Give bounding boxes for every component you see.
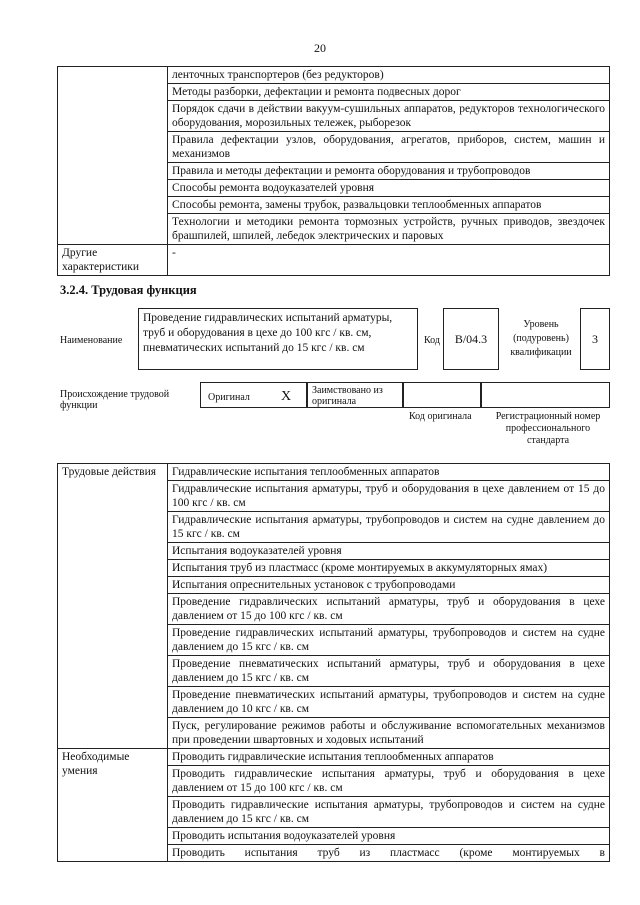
action-item: Испытания труб из пластмасс (кроме монтируемых в аккумуляторных ямах) [168, 560, 610, 577]
code-original-cell [403, 382, 481, 408]
original-cell [200, 382, 307, 408]
action-item: Гидравлические испытания арматуры, труб и оборудования в цехе давлением от 15 до 100 кгс / кв. см [168, 481, 610, 512]
code-label: Код [424, 335, 440, 346]
level-label: Уровень (подуровень) квалификации [510, 319, 572, 358]
knowledge-item: Методы разборки, дефектации и ремонта подвесных дорог [168, 84, 610, 101]
other-value: - [168, 245, 610, 276]
name-label: Наименование [60, 335, 123, 346]
level-value: 3 [580, 308, 610, 370]
code-original-caption: Код оригинала [409, 411, 472, 422]
other-label: Другие характеристики [58, 245, 168, 276]
origin-label: Происхождение трудовой функции [60, 389, 170, 411]
action-item: Гидравлические испытания арматуры, трубопроводов и систем на судне давлением до 15 кгс / кв. см [168, 512, 610, 543]
table-row [58, 67, 610, 84]
label-cell [58, 67, 168, 245]
knowledge-item: Порядок сдачи в действии вакуум-сушильных аппаратов, редукторов технологического оборудования, морозильных тележек, рыборезок [168, 101, 610, 132]
action-item: Проведение гидравлических испытаний арматуры, труб и оборудования в цехе давлением от 15 до 100 кгс / кв. см [168, 594, 610, 625]
page-number: 20 [314, 41, 326, 55]
action-item: Гидравлические испытания теплообменных аппаратов [168, 464, 610, 481]
action-item: Испытания опреснительных установок с трубопроводами [168, 577, 610, 594]
skill-item: Проводить испытания труб из пластмасс (кроме монтируемых в [168, 845, 610, 862]
skill-item: Проводить гидравлические испытания арматуры, трубопроводов и систем на судне давлением до 15 кгс / кв. см [168, 797, 610, 828]
section-title: 3.2.4. Трудовая функция [60, 283, 197, 297]
table-row [58, 464, 610, 481]
knowledge-item: Правила и методы дефектации и ремонта оборудования и трубопроводов [168, 163, 610, 180]
borrowed-label: Заимствовано из оригинала [307, 382, 403, 408]
knowledge-item: Технологии и методики ремонта тормозных устройств, ручных приводов, звездочек брашпилей, шпилей, лебедок электрических и паровых [168, 214, 610, 245]
reg-number-cell [481, 382, 610, 408]
reg-number-caption: Регистрационный номер профессионального стандарта [495, 411, 601, 446]
action-item: Проведение гидравлических испытаний арматуры, трубопроводов и систем на судне давлением до 15 кгс / кв. см [168, 625, 610, 656]
knowledge-item: Способы ремонта водоуказателей уровня [168, 180, 610, 197]
skills-label: Необходимые умения [58, 749, 168, 862]
function-code: B/04.3 [443, 308, 499, 370]
skill-item: Проводить испытания водоуказателей уровня [168, 828, 610, 845]
action-item: Проведение пневматических испытаний арматуры, труб и оборудования в цехе давлением до 15 кгс / кв. см [168, 656, 610, 687]
actions-label: Трудовые действия [58, 464, 168, 749]
table-row [58, 245, 610, 276]
skill-item: Проводить гидравлические испытания теплообменных аппаратов [168, 749, 610, 766]
action-item: Испытания водоуказателей уровня [168, 543, 610, 560]
knowledge-item: Способы ремонта, замены трубок, развальцовки теплообменных аппаратов [168, 197, 610, 214]
table-row [58, 749, 610, 766]
skill-item: Проводить гидравлические испытания арматуры, труб и оборудования в цехе давлением от 15 до 100 кгс / кв. см [168, 766, 610, 797]
knowledge-table [57, 66, 610, 276]
action-item: Проведение пневматических испытаний арматуры, трубопроводов и систем на судне давлением до 10 кгс / кв. см [168, 687, 610, 718]
action-item: Пуск, регулирование режимов работы и обслуживание вспомогательных механизмов при проведении швартовных и ходовых испытаний [168, 718, 610, 749]
function-name: Проведение гидравлических испытаний арматуры, труб и оборудования в цехе до 100 кгс / кв. см, пневматических испытаний до 15 кгс / кв. см [138, 308, 418, 370]
knowledge-item: Правила дефектации узлов, оборудования, агрегатов, приборов, систем, машин и механизмов [168, 132, 610, 163]
actions-skills-table [57, 463, 610, 862]
original-label: Оригинал [208, 392, 250, 403]
original-mark: X [281, 389, 292, 404]
knowledge-item: ленточных транспортеров (без редукторов) [168, 67, 610, 84]
